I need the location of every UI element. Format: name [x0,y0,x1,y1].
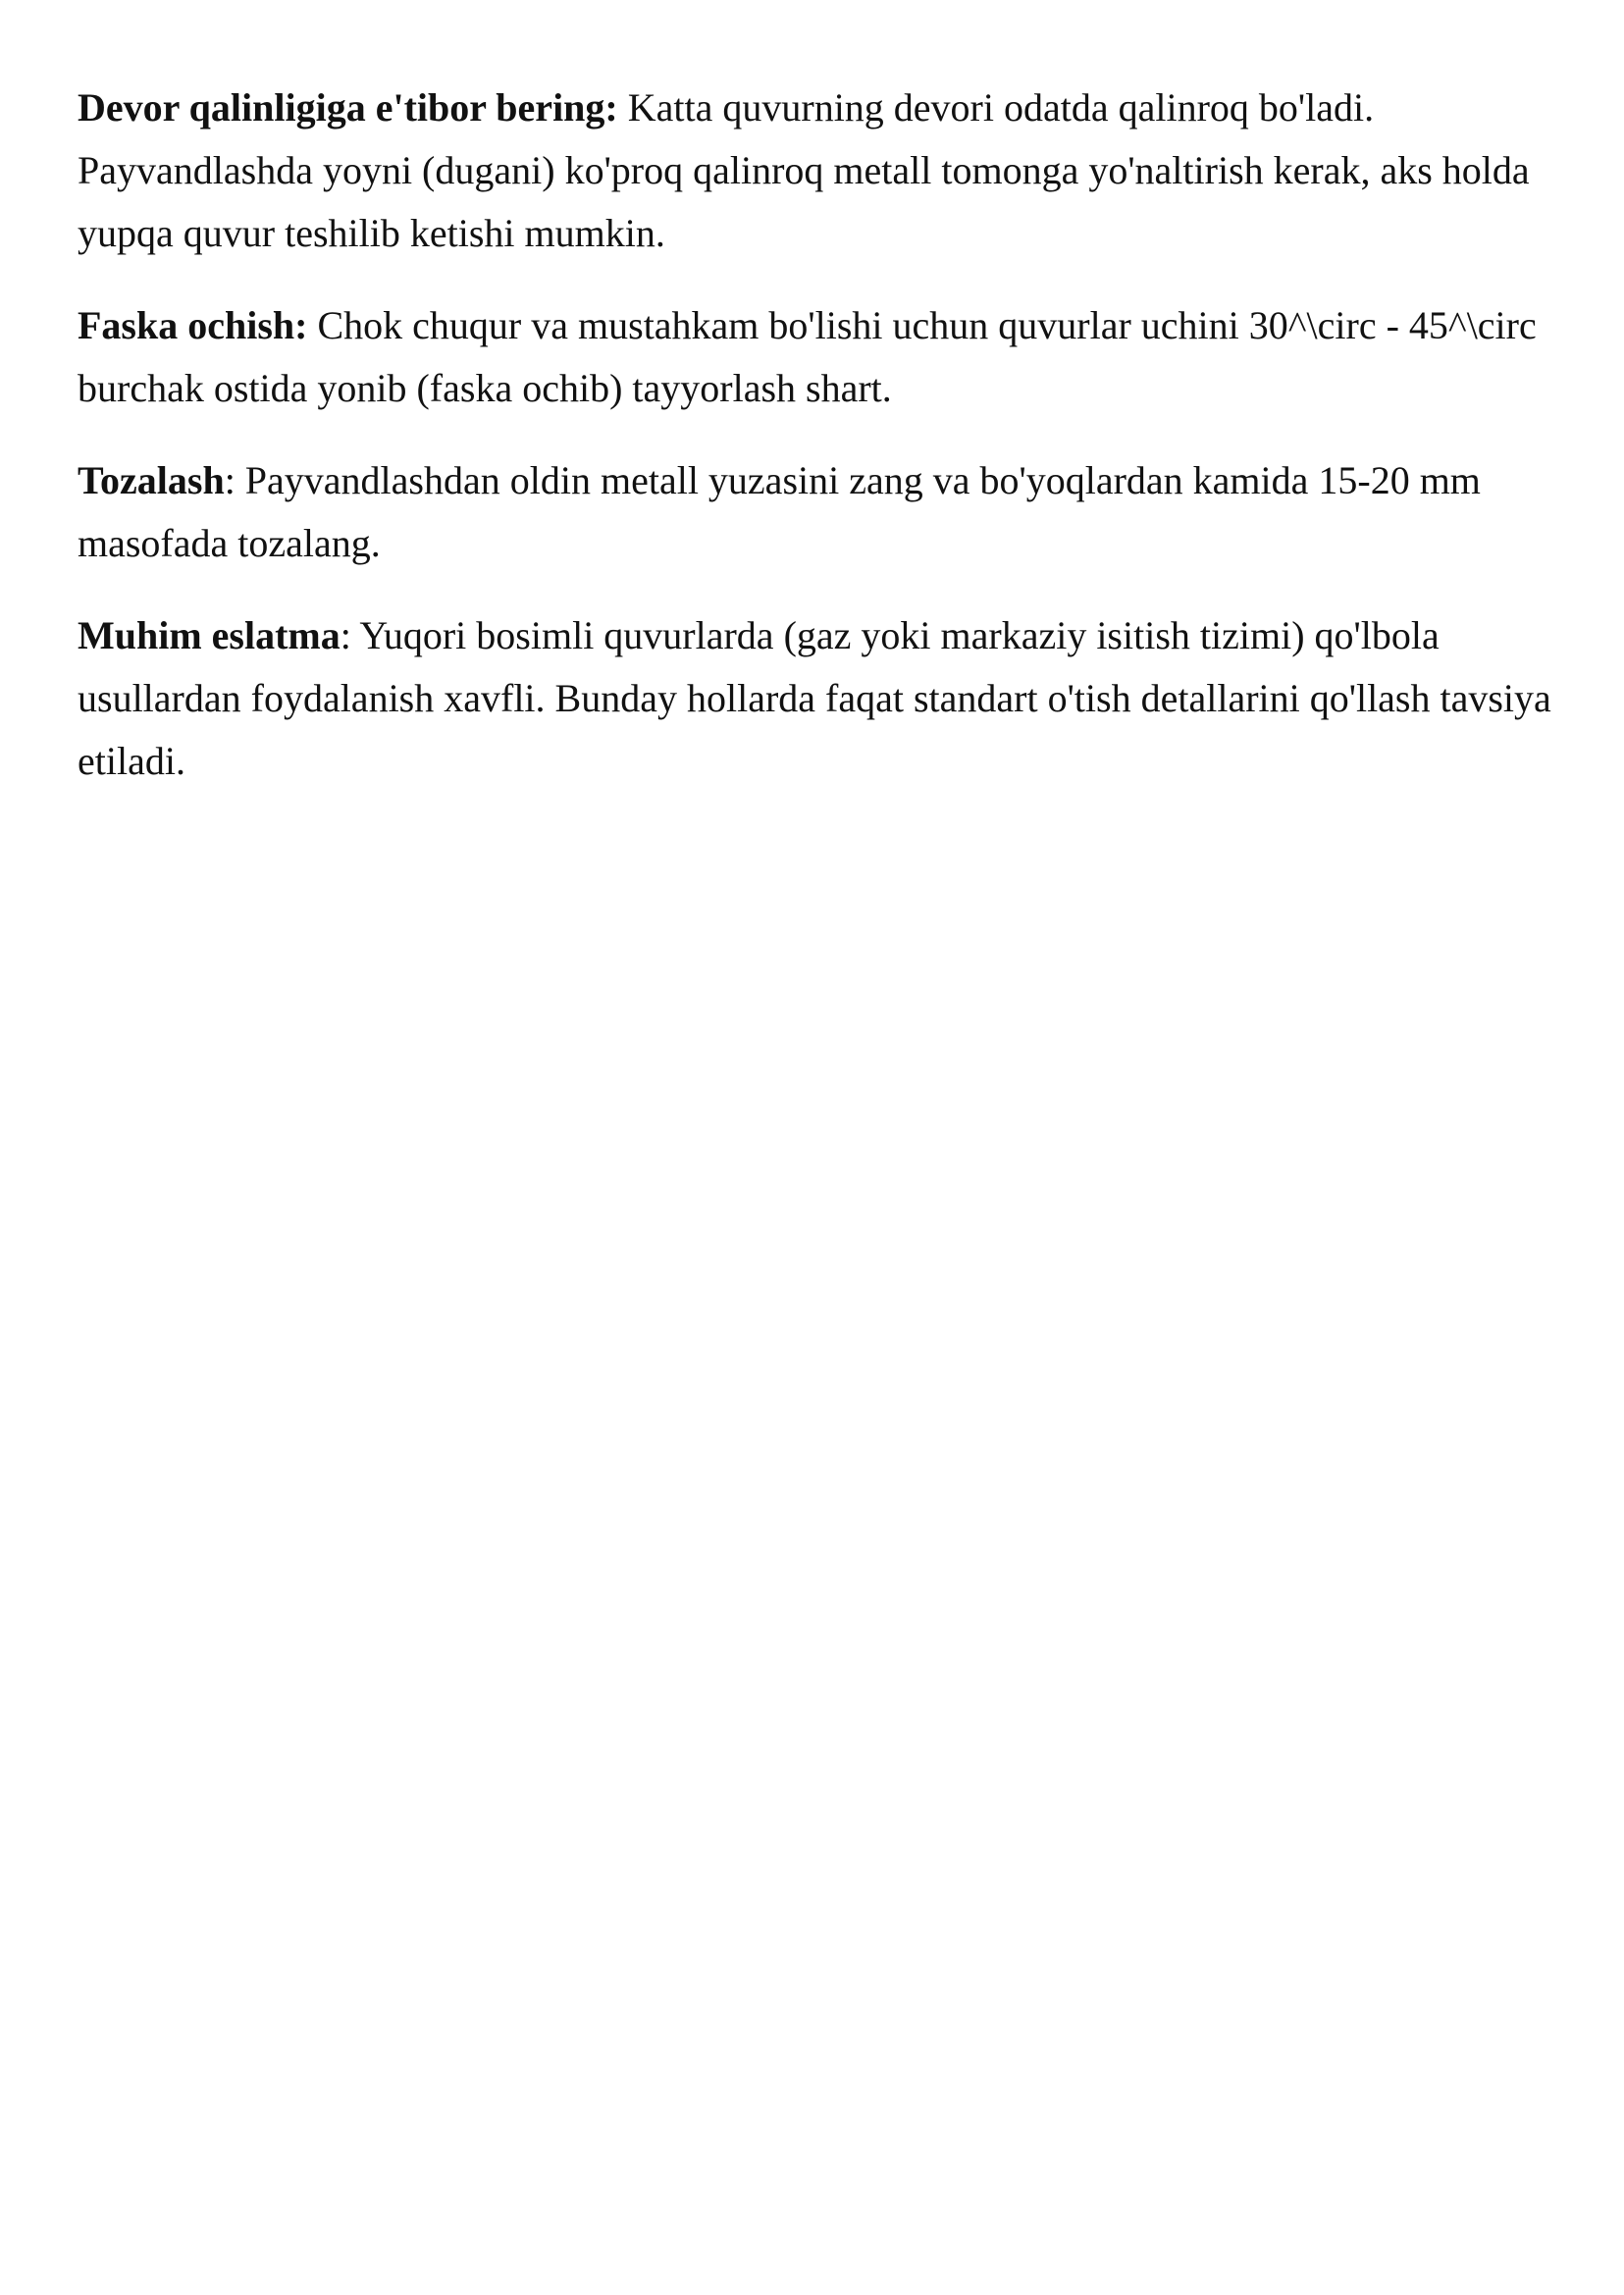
paragraph-text: Chok chuqur va mustahkam bo'lishi uchun quvurlar uchini 30^\circ - 45^\circ burchak ostida yonib (faska ochib) tayyorlash shart. [78,303,1537,410]
paragraph-heading: Muhim eslatma [78,613,341,657]
paragraph-text: Katta quvurning devori odatda qalinroq bo'ladi. Payvandlashda yoyni (dugani) ko'proq qalinroq metall tomonga yo'naltirish kerak, aks holda yupqa quvur teshilib ketishi mumkin. [78,85,1530,255]
paragraph-heading: Faska ochish: [78,303,308,347]
paragraph-bevel [78,294,1569,420]
paragraph-heading: Tozalash [78,458,225,502]
paragraph-text: : Yuqori bosimli quvurlarda (gaz yoki markaziy isitish tizimi) qo'lbola usullardan foydalanish xavfli. Bunday hollarda faqat standart o'tish detallarini qo'llash tavsiya etiladi. [78,613,1551,783]
paragraph-cleaning [78,449,1569,575]
paragraph-wall-thickness [78,77,1569,265]
paragraph-important-note [78,604,1569,793]
paragraph-heading: Devor qalinligiga e'tibor bering: [78,85,618,130]
paragraph-text: : Payvandlashdan oldin metall yuzasini zang va bo'yoqlardan kamida 15-20 mm masofada tozalang. [78,458,1481,565]
document-page [78,77,1569,822]
